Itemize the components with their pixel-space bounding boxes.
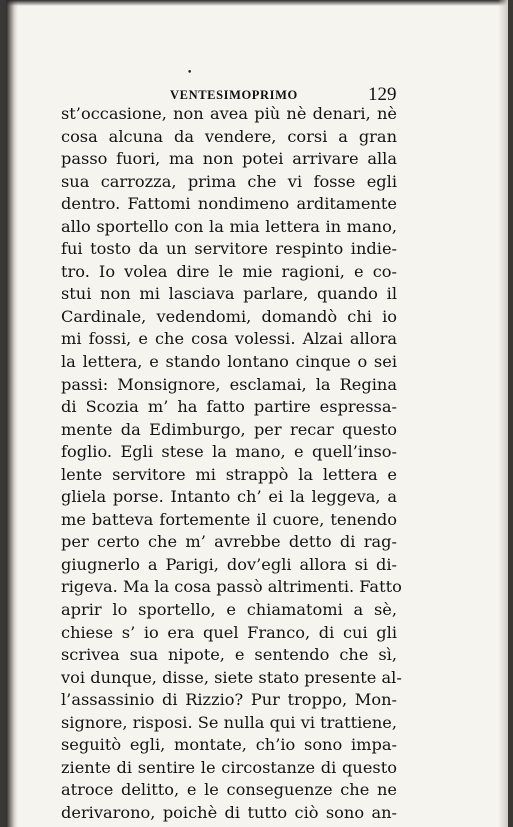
text-line: ziente di sentire le circostanze di questo [61, 757, 397, 777]
body-text [61, 103, 402, 825]
text-line: voi dunque, disse, siete stato presente al- [61, 667, 402, 687]
text-line: foglio. Egli stese la mano, e quell’inso- [61, 442, 397, 462]
text-line: tro. Io volea dire le mie ragioni, e co- [61, 261, 397, 281]
text-line: dentro. Fattomi nondimeno arditamente [61, 194, 397, 214]
text-line: allo sportello con la mia lettera in mano, [61, 216, 397, 236]
text-line: gliela porse. Intanto ch’ ei la leggeva, a [61, 487, 397, 507]
book-page [6, 0, 508, 827]
page-number: 129 [368, 84, 397, 105]
text-line: scrivea sua nipote, e sentendo che sì, [61, 645, 397, 665]
text-line: di Scozia m’ ha fatto partire espressa- [61, 397, 397, 417]
text-line: me batteva fortemente il cuore, tenendo [61, 509, 397, 529]
text-line: la lettera, e stando lontano cinque o sei [61, 352, 397, 372]
text-line: derivarono, poichè di tutto ciò sono an- [61, 802, 397, 822]
text-line: passi: Monsignore, esclamai, la Regina [61, 374, 397, 394]
text-line: lente servitore mi strappò la lettera e [61, 464, 397, 484]
printer-ornament: • [187, 68, 193, 78]
text-line: per certo che m’ avrebbe detto di rag- [61, 532, 397, 552]
text-line: fui tosto da un servitore respinto indie- [61, 239, 397, 259]
text-line: sua carrozza, prima che vi fosse egli [61, 171, 397, 191]
text-line: cosa alcuna da vendere, corsi a gran [61, 126, 397, 146]
text-line: signore, risposi. Se nulla qui vi trattiene, [61, 712, 397, 732]
text-line: atroce delitto, e le conseguenze che ne [61, 780, 397, 800]
text-line: stui non mi lasciava parlare, quando il [61, 284, 397, 304]
text-line: mente da Edimburgo, per recar questo [61, 419, 397, 439]
text-line: rigeva. Ma la cosa passò altrimenti. Fatto [61, 577, 402, 597]
text-line: seguitò egli, montate, ch’io sono impa- [61, 735, 397, 755]
text-line: st’occasione, non avea più nè denari, nè [61, 104, 397, 123]
text-line: aprir lo sportello, e chiamatomi a sè, [61, 600, 397, 620]
text-line: chiese s’ io era quel Franco, di cui gli [61, 622, 397, 642]
text-line: passo fuori, ma non potei arrivare alla [61, 149, 397, 169]
text-line: Cardinale, vedendomi, domandò chi io [61, 306, 397, 326]
text-line: giugnerlo a Parigi, dov’egli allora si di- [61, 554, 397, 574]
page-top-shadow [6, 0, 508, 6]
text-line: l’assassinio di Rizzio? Pur troppo, Mon- [61, 690, 397, 710]
running-head: VENTESIMOPRIMO [170, 88, 298, 102]
text-line: mi fossi, e che cosa volessi. Alzai allora [61, 329, 397, 349]
